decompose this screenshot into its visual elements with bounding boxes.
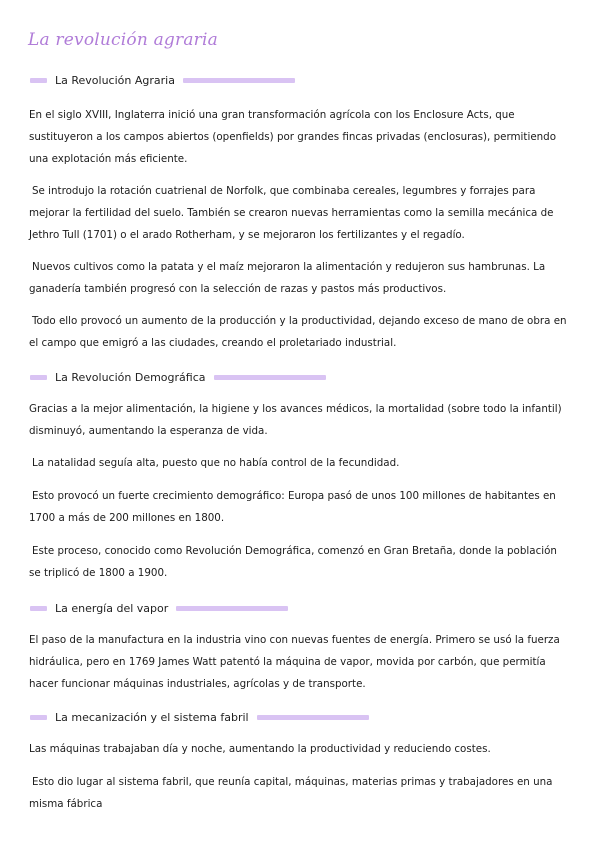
section-heading bbox=[30, 371, 326, 384]
section-heading-text: La mecanización y el sistema fabril bbox=[55, 711, 249, 724]
paragraph: Nuevos cultivos como la patata y el maíz mejoraron la alimentación y redujeron sus hambrunas. La ganadería también progresó con la selección de razas y pastos más productivos. bbox=[29, 261, 546, 295]
heading-accent-bar bbox=[30, 606, 47, 611]
section-heading bbox=[30, 74, 295, 87]
section-heading-text: La Revolución Demográfica bbox=[55, 371, 206, 384]
section-heading bbox=[30, 711, 369, 724]
section-heading-text: La Revolución Agraria bbox=[55, 74, 175, 87]
heading-accent-bar bbox=[183, 78, 295, 83]
paragraph: Este proceso, conocido como Revolución Demográfica, comenzó en Gran Bretaña, donde la población se triplicó de 1800 a 1900. bbox=[29, 545, 557, 579]
paragraph: Todo ello provocó un aumento de la producción y la productividad, dejando exceso de mano de obra en el campo que emigró a las ciudades, creando el proletariado industrial. bbox=[29, 315, 567, 349]
paragraph: Esto dio lugar al sistema fabril, que reunía capital, máquinas, materias primas y trabajadores en una misma fábrica bbox=[29, 776, 553, 810]
section-heading bbox=[30, 602, 288, 615]
heading-accent-bar bbox=[257, 715, 369, 720]
paragraph: En el siglo XVIII, Inglaterra inició una gran transformación agrícola con los Enclosure Acts, que sustituyeron a los campos abiertos (openfields) por grandes fincas privadas (enclosuras), permitiendo una explotación más eficiente. bbox=[29, 109, 557, 165]
paragraph: Las máquinas trabajaban día y noche, aumentando la productividad y reduciendo costes. bbox=[29, 743, 491, 755]
heading-accent-bar bbox=[30, 375, 47, 380]
page-title: La revolución agraria bbox=[28, 30, 218, 50]
heading-accent-bar bbox=[214, 375, 326, 380]
paragraph: Esto provocó un fuerte crecimiento demográfico: Europa pasó de unos 100 millones de habitantes en 1700 a más de 200 millones en 1800. bbox=[29, 490, 556, 524]
paragraph: El paso de la manufactura en la industria vino con nuevas fuentes de energía. Primero se usó la fuerza hidráulica, pero en 1769 James Watt patentó la máquina de vapor, movida por carbón, que permitía hacer funcionar máquinas industriales, agrícolas y de transporte. bbox=[29, 634, 560, 690]
paragraph: La natalidad seguía alta, puesto que no había control de la fecundidad. bbox=[32, 457, 400, 469]
heading-accent-bar bbox=[30, 715, 47, 720]
paragraph: Gracias a la mejor alimentación, la higiene y los avances médicos, la mortalidad (sobre todo la infantil) disminuyó, aumentando la esperanza de vida. bbox=[29, 403, 562, 437]
section-heading-text: La energía del vapor bbox=[55, 602, 169, 615]
heading-accent-bar bbox=[176, 606, 288, 611]
heading-accent-bar bbox=[30, 78, 47, 83]
paragraph: Se introdujo la rotación cuatrienal de Norfolk, que combinaba cereales, legumbres y forrajes para mejorar la fertilidad del suelo. También se crearon nuevas herramientas como la semilla mecánica de Jethro Tull (1701) o el arado Rotherham, y se mejoraron los fertilizantes y el regadío. bbox=[29, 185, 554, 241]
